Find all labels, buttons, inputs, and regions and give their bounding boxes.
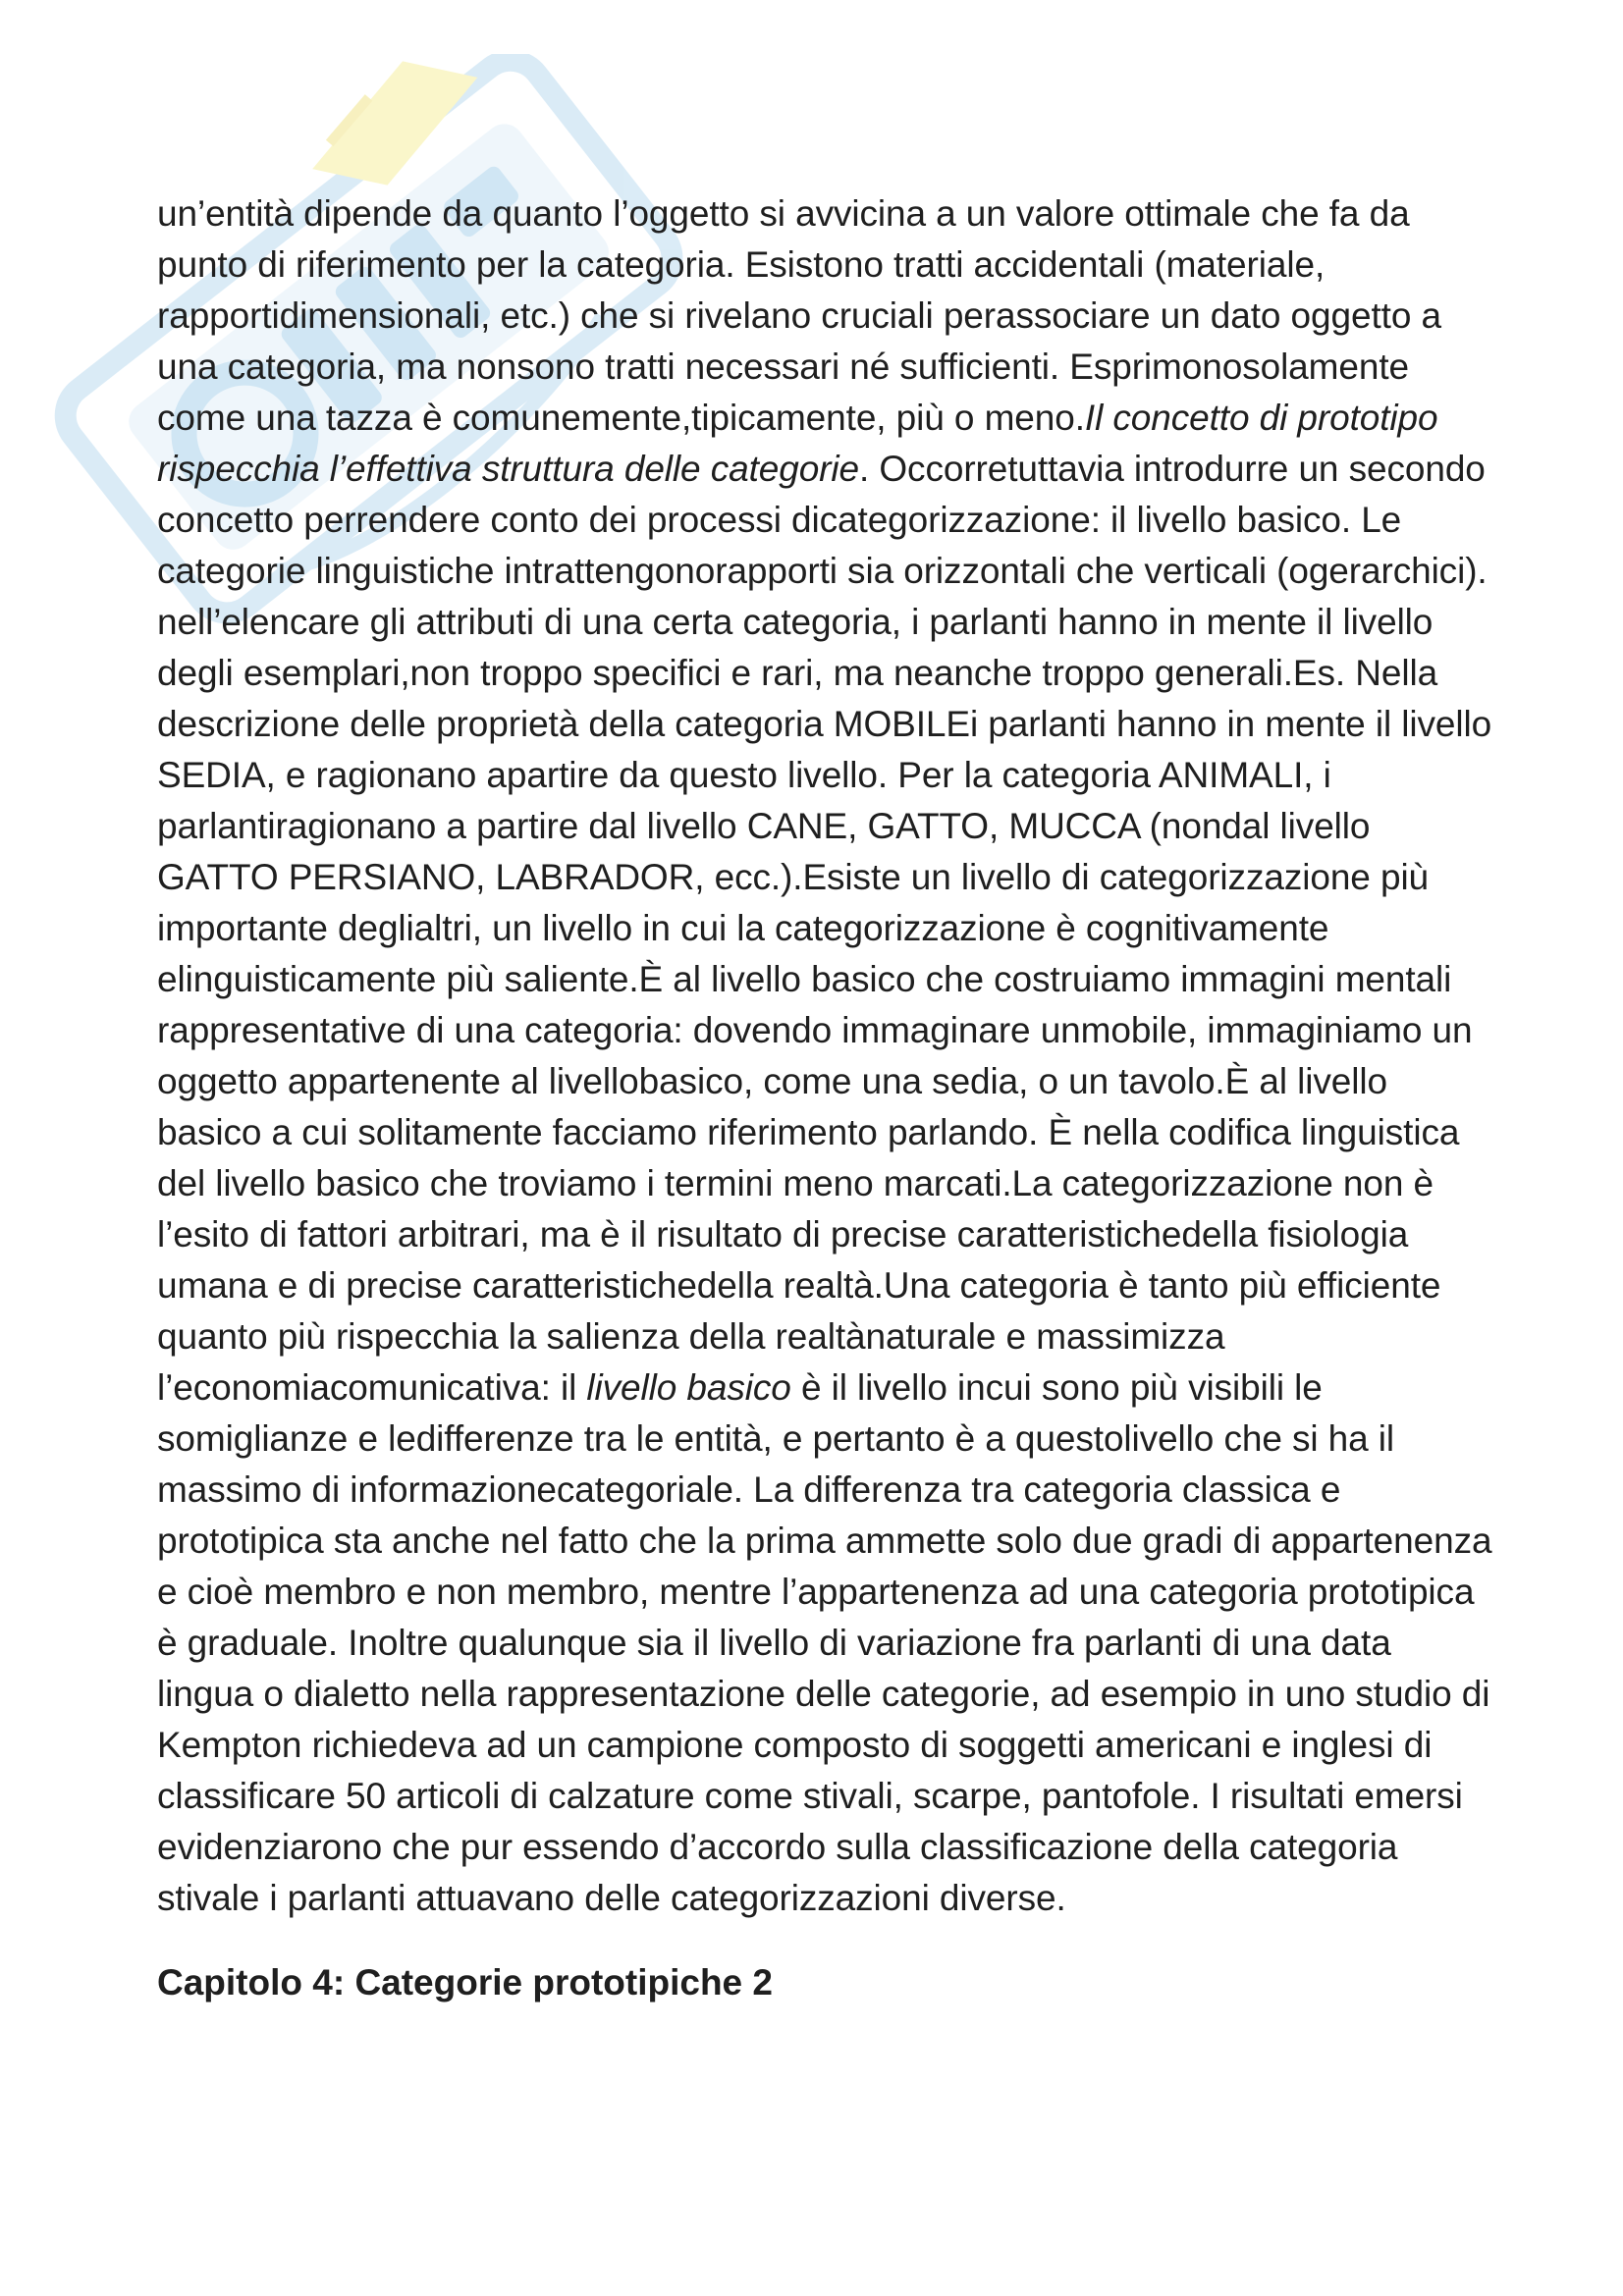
- body-paragraph: [157, 188, 1492, 1924]
- paragraph-text-part2: . Occorretuttavia introdurre un secondo concetto perrendere conto dei processi dicategorizzazione: il livello basico. Le categorie linguistiche intrattengonorapporti sia orizzontali che verticali (ogerarchici). nell’elencare gli attributi di una certa categoria, i parlanti hanno in mente il livello degli esemplari,non troppo specifici e rari, ma neanche troppo generali.Es. Nella descrizione delle proprietà della categoria MOBILEi parlanti hanno in mente il livello SEDIA, e ragionano apartire da questo livello. Per la categoria ANIMALI, i parlantiragionano a partire dal livello CANE, GATTO, MUCCA (nondal livello GATTO PERSIANO, LABRADOR, ecc.).Esiste un livello di categorizzazione più importante deglialtri, un livello in cui la categorizzazione è cognitivamente elinguisticamente più saliente.È al livello basico che costruiamo immagini mentali rappresentative di una categoria: dovendo immaginare unmobile, immaginiamo un oggetto appartenente al livellobasico, come una sedia, o un tavolo.È al livello basico a cui solitamente facciamo riferimento parlando. È nella codifica linguistica del livello basico che troviamo i termini meno marcati.La categorizzazione non è l’esito di fattori arbitrari, ma è il risultato di precise caratteristichedella fisiologia umana e di precise caratteristichedella realtà.Una categoria è tanto più efficiente quanto più rispecchia la salienza della realtànaturale e massimizza l’economiacomunicativa: il: [157, 449, 1492, 1408]
- document-page: [157, 188, 1492, 2008]
- paragraph-text-part3: è il livello incui sono più visibili le somiglianze e ledifferenze tra le entità, e pertanto è a questolivello che si ha il massimo di informazionecategoriale. La differenza tra categoria classica e prototipica sta anche nel fatto che la prima ammette solo due gradi di appartenenza e cioè membro e non membro, mentre l’appartenenza ad una categoria prototipica è graduale. Inoltre qualunque sia il livello di variazione fra parlanti di una data lingua o dialetto nella rappresentazione delle categorie, ad esempio in uno studio di Kempton richiedeva ad un campione composto di soggetti americani e inglesi di classificare 50 articoli di calzature come stivali, scarpe, pantofole. I risultati emersi evidenziarono che pur essendo d’accordo sulla classificazione della categoria stivale i parlanti attuavano delle categorizzazioni diverse.: [157, 1367, 1492, 1918]
- chapter-heading: Capitolo 4: Categorie prototipiche 2: [157, 1962, 773, 2002]
- paragraph-emphasis-prototype: Il concetto di prototipo rispecchia l’effettiva struttura delle categorie: [157, 398, 1438, 489]
- paragraph-emphasis-basic-level: livello basico: [586, 1367, 791, 1408]
- paragraph-text-part1: un’entità dipende da quanto l’oggetto si avvicina a un valore ottimale che fa da punto di riferimento per la categoria. Esistono tratti accidentali (materiale, rapportidimensionali, etc.) che si rivelano cruciali perassociare un dato oggetto a una categoria, ma nonsono tratti necessari né sufficienti. Esprimonosolamente come una tazza è comunemente,tipicamente, più o meno.: [157, 193, 1441, 438]
